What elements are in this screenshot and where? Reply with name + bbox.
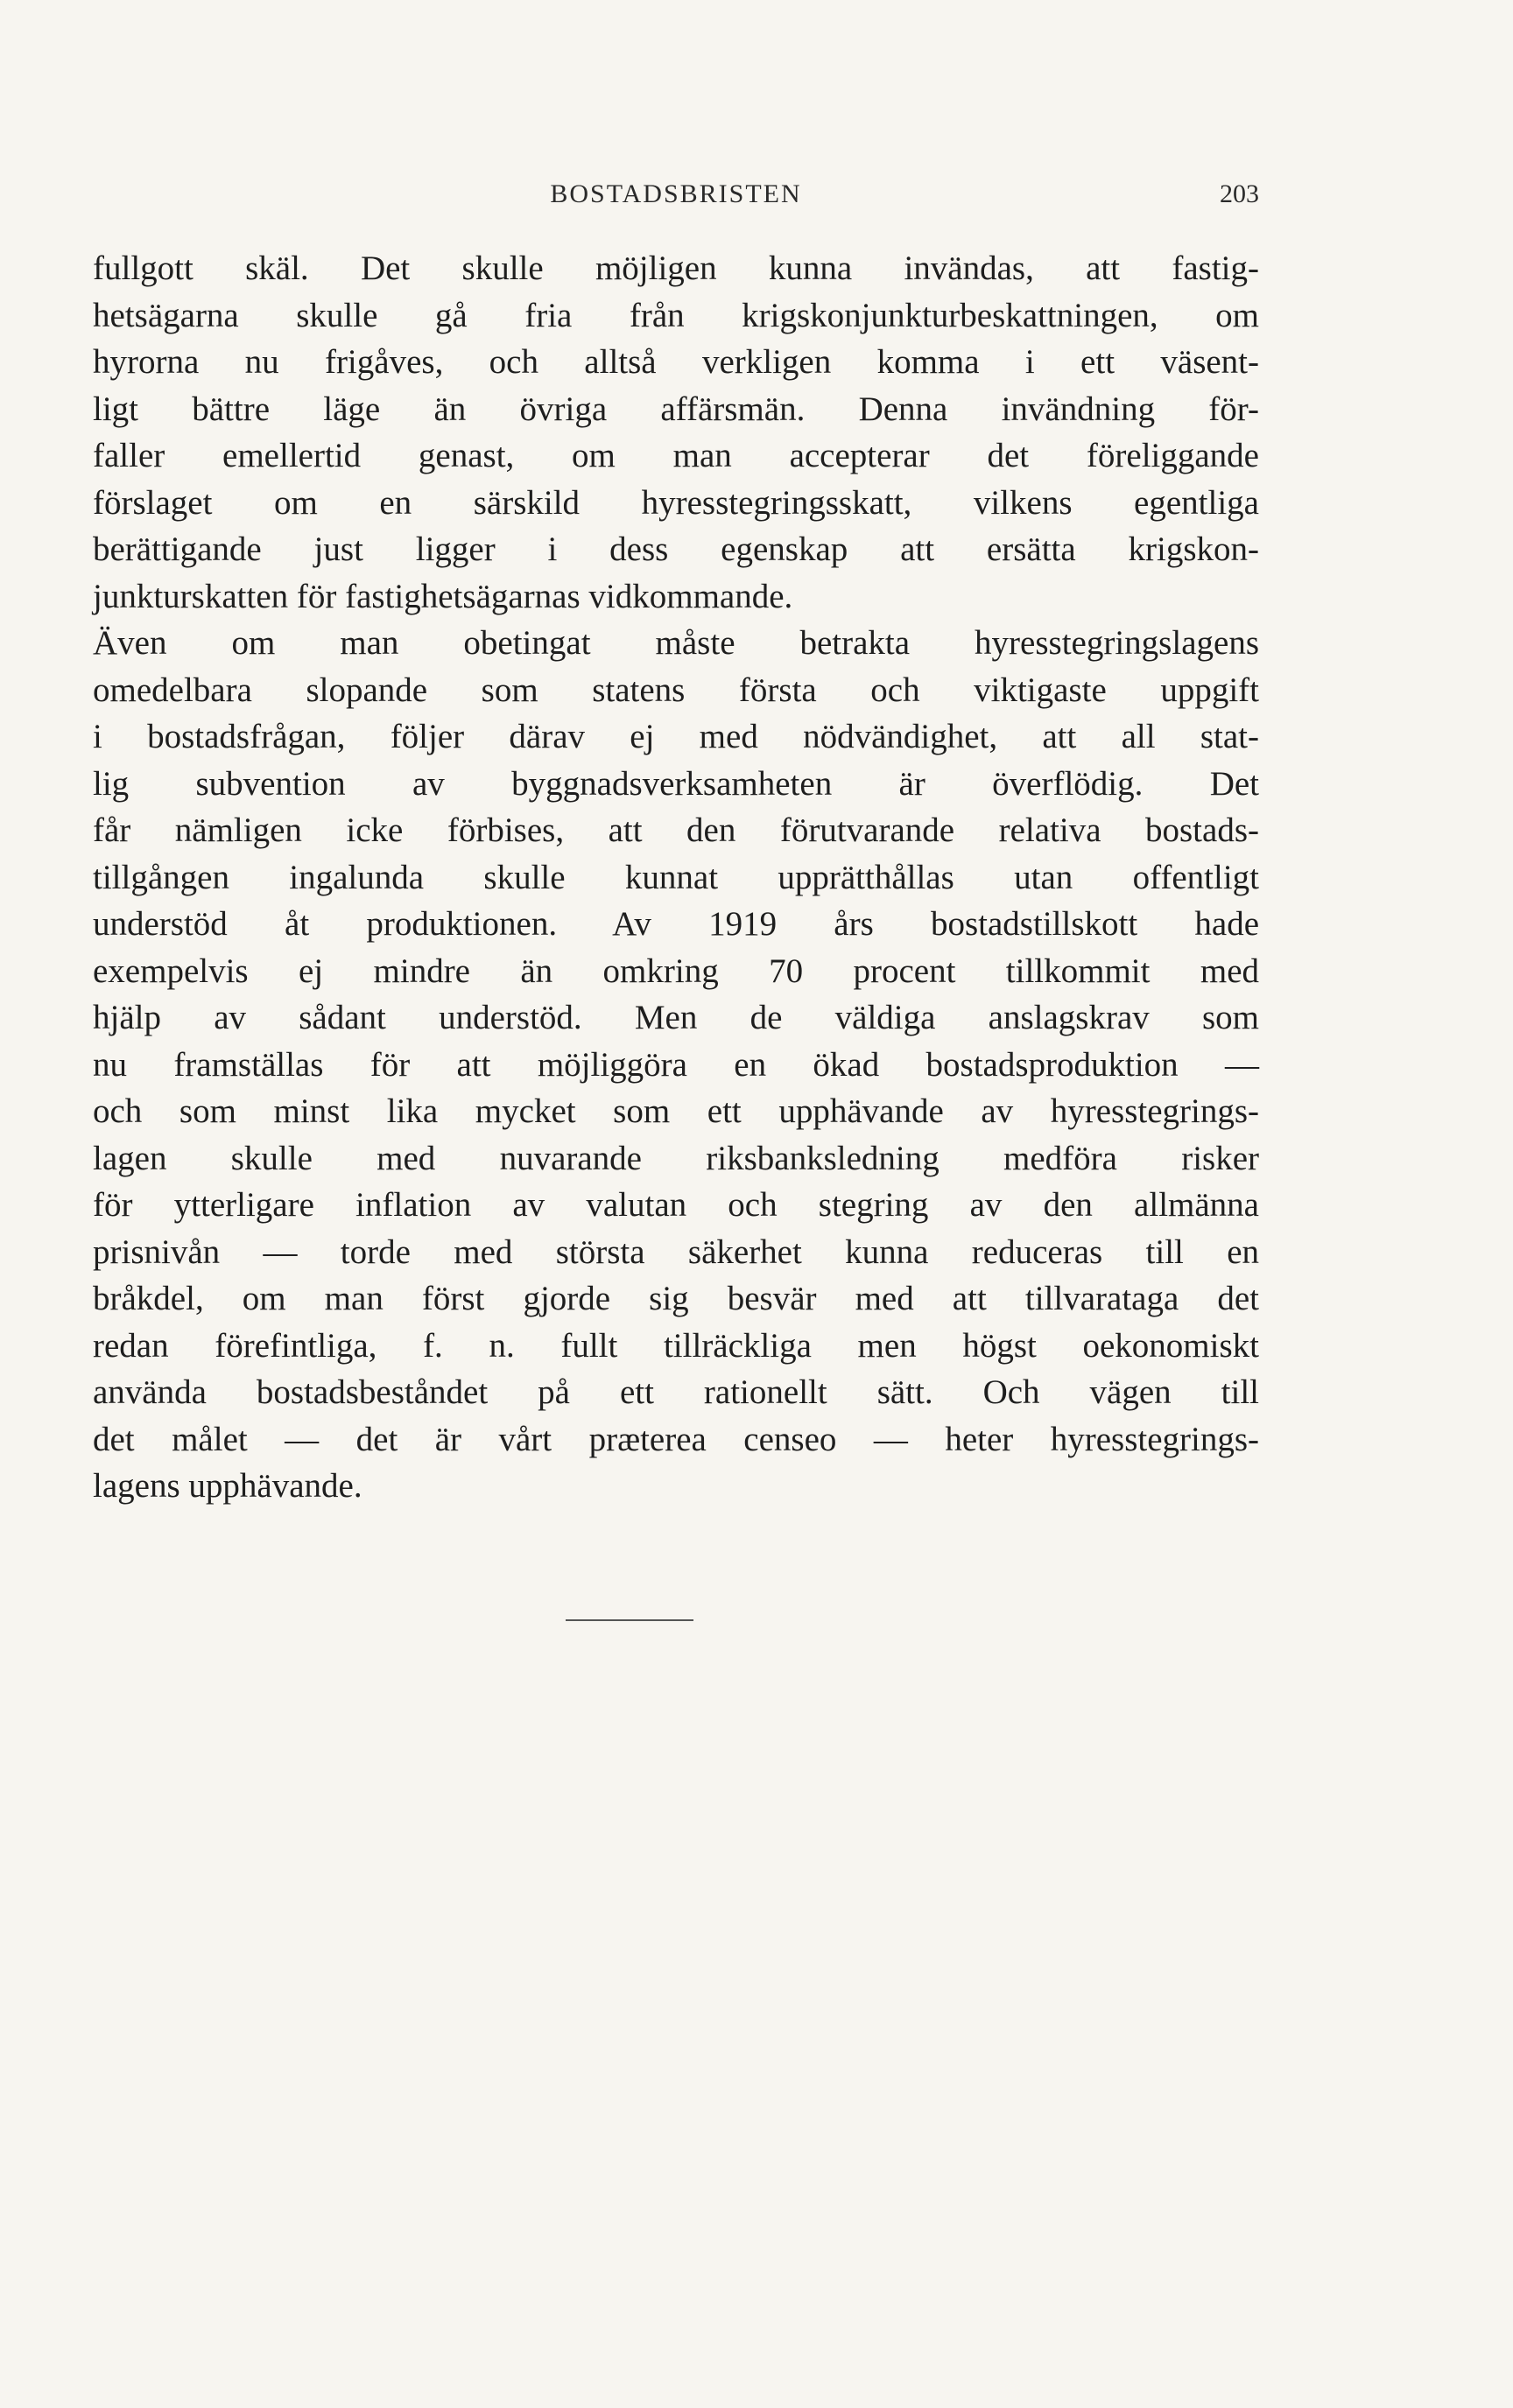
text-line: i bostadsfrågan, följer därav ej med nödvändighet, att all stat-: [93, 718, 1259, 755]
text-line: exempelvis ej mindre än omkring 70 procent tillkommit med: [93, 951, 1259, 990]
text-line: omedelbara slopande som statens första och viktigaste uppgift: [93, 670, 1259, 709]
text-line: lagens upphävande.: [93, 1467, 362, 1505]
text-line: Även om man obetingat måste betrakta hyresstegringslagens: [93, 624, 1259, 662]
text-line: understöd åt produktionen. Av 1919 års bostadstillskott hade: [93, 905, 1259, 943]
text-line: berättigande just ligger i dess egenskap att ersätta krigskon-: [93, 530, 1259, 568]
text-line: får nämligen icke förbises, att den förutvarande relativa bostads-: [93, 811, 1259, 849]
text-line: förslaget om en särskild hyresstegringsskatt, vilkens egentliga: [93, 483, 1259, 522]
text-line: använda bostadsbeståndet på ett rationellt sätt. Och vägen till: [93, 1373, 1259, 1411]
text-line: nu framställas för att möjliggöra en ökad bostadsproduktion —: [93, 1045, 1259, 1084]
closing-rule: [566, 1619, 693, 1621]
body-text: [93, 245, 1259, 1510]
running-title: BOSTADSBRISTEN: [550, 179, 802, 208]
text-line: hetsägarna skulle gå fria från krigskonjunkturbeskattningen, om: [93, 296, 1259, 334]
text-line: redan förefintliga, f. n. fullt tillräckliga men högst oekonomiskt: [93, 1326, 1259, 1365]
text-line: prisnivån — torde med största säkerhet kunna reduceras till en: [93, 1232, 1259, 1271]
text-line: och som minst lika mycket som ett upphävande av hyresstegrings-: [93, 1092, 1259, 1130]
text-line: junkturskatten för fastighetsägarnas vidkommande.: [93, 577, 793, 615]
text-line: för ytterligare inflation av valutan och stegring av den allmänna: [93, 1186, 1259, 1224]
text-line: ligt bättre läge än övriga affärsmän. Denna invändning för-: [93, 390, 1259, 428]
running-head: [93, 179, 1259, 214]
text-line: lig subvention av byggnadsverksamheten är överflödig. Det: [93, 764, 1259, 803]
text-line: lagen skulle med nuvarande riksbanksledning medföra risker: [93, 1139, 1259, 1177]
text-line: det målet — det är vårt præterea censeo — heter hyresstegrings-: [93, 1420, 1259, 1458]
text-line: bråkdel, om man först gjorde sig besvär med att tillvarataga det: [93, 1280, 1259, 1317]
text-line: tillgången ingalunda skulle kunnat upprätthållas utan offentligt: [93, 858, 1259, 896]
text-line: fullgott skäl. Det skulle möjligen kunna invändas, att fastig-: [93, 249, 1259, 287]
page-number: 203: [1220, 179, 1259, 208]
text-line: hjälp av sådant understöd. Men de väldiga anslagskrav som: [93, 999, 1259, 1036]
text-line: faller emellertid genast, om man accepterar det föreliggande: [93, 437, 1259, 474]
text-line: hyrorna nu frigåves, och alltså verkligen komma i ett väsent-: [93, 343, 1259, 381]
